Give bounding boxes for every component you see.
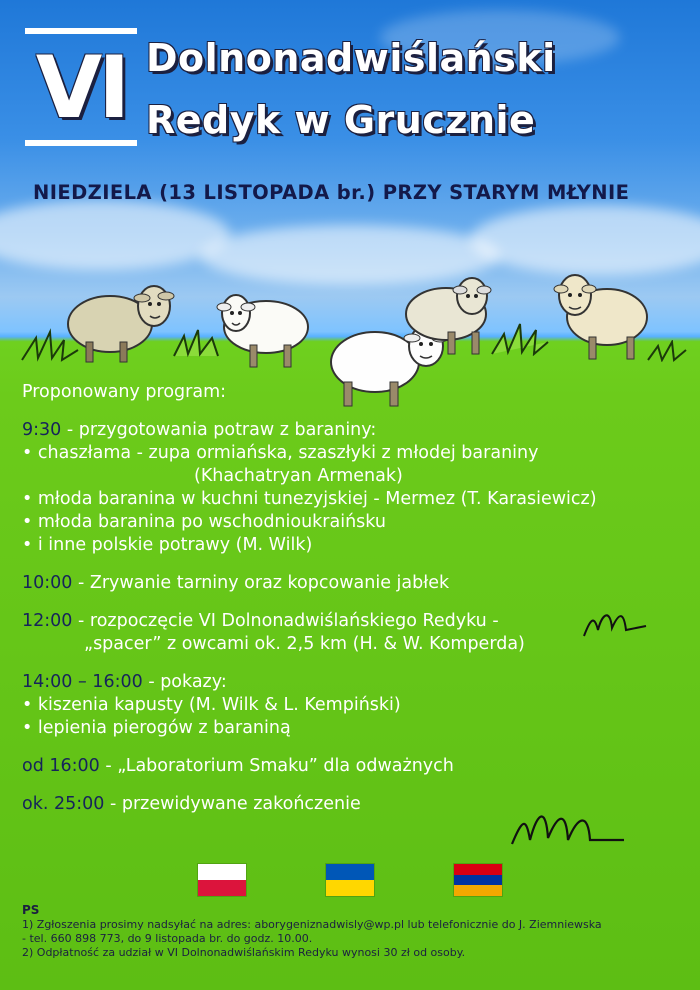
ukraine-flag-icon [326,864,374,896]
program-item-continuation: „spacer” z owcami ok. 2,5 km (H. & W. Komperda) [84,634,525,654]
ps-title: PS [22,903,40,917]
title-line-1: Dolnonadwiślański [146,36,556,80]
sheep-icon [400,268,500,358]
cloud [0,200,230,270]
program-bullet: • młoda baranina w kuchni tunezyjskiej - Mermez (T. Karasiewicz) [22,489,597,509]
program-list [22,381,692,816]
roman-numeral-frame [25,28,137,146]
armenia-flag-icon [454,864,502,896]
postscript [22,903,692,960]
program-bullet: • i inne polskie potrawy (M. Wilk) [22,535,313,555]
ps-line: 2) Odpłatność za udział w VI Dolnonadwiślańskim Redyku wynosi 30 zł od osoby. [22,946,466,959]
program-bullet-continuation: (Khachatryan Armenak) [194,466,403,486]
event-date-location: NIEDZIELA (13 LISTOPADA br.) PRZY STARYM MŁYNIE [33,181,630,204]
program-time: 10:00 [22,573,73,593]
program-item [22,671,692,694]
program-bullet: • młoda baranina po wschodnioukraińsku [22,512,386,532]
program-item [22,610,692,633]
ps-line: - tel. 660 898 773, do 9 listopada br. do godz. 10.00. [22,932,313,945]
program-bullet: • kiszenia kapusty (M. Wilk & L. Kempiński) [22,695,401,715]
sheep-icon [206,283,316,373]
program-item [22,755,692,778]
program-time: 14:00 – 16:00 [22,672,143,692]
program-text: - „Laboratorium Smaku” dla odważnych [99,756,454,776]
program-time: ok. 25:00 [22,794,105,814]
program-item [22,419,692,442]
program-time: 9:30 [22,420,62,440]
program-text: - Zrywanie tarniny oraz kopcowanie jabłek [72,573,450,593]
ps-line: 1) Zgłoszenia prosimy nadsyłać na adres: aborygeniznadwisly@wp.pl lub telefonicznie do J. Ziemniewska [22,918,602,931]
title-line-2: Redyk w Grucznie [146,98,536,142]
poland-flag-icon [198,864,246,896]
program-item [22,793,692,816]
sheep-icon [62,272,182,367]
program-text: - rozpoczęcie VI Dolnonadwiślańskiego Redyku - [72,611,499,631]
edition-numeral: VI [35,38,127,138]
sheep-icon [545,265,657,363]
program-time: od 16:00 [22,756,100,776]
program-heading: Proponowany program: [22,382,227,402]
program-bullet: • chaszłama - zupa ormiańska, szaszłyki z młodej baraniny [22,443,539,463]
program-item [22,572,692,595]
program-text: - pokazy: [142,672,227,692]
program-text: - przewidywane zakończenie [104,794,361,814]
program-text: - przygotowania potraw z baraniny: [61,420,377,440]
program-time: 12:00 [22,611,73,631]
program-bullet: • lepienia pierogów z baraniną [22,718,291,738]
